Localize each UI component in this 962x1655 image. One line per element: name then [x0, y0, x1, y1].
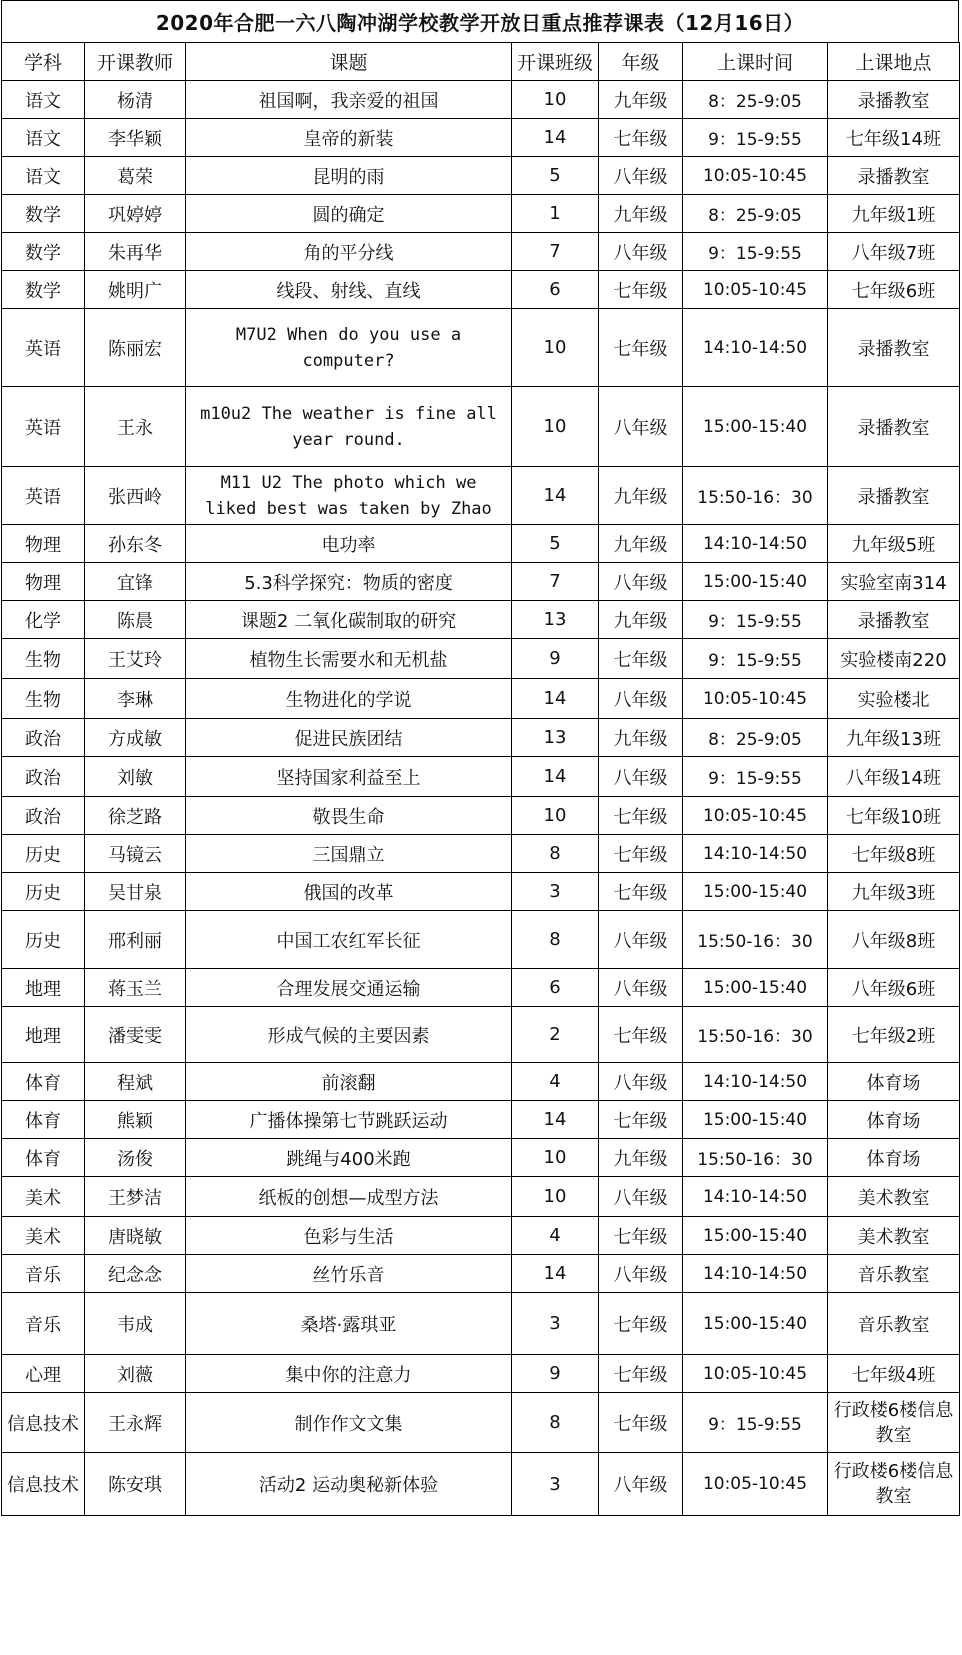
- cell-subject: 地理: [2, 1007, 85, 1063]
- cell-grade: 八年级: [599, 1453, 683, 1516]
- cell-time: 15:00-15:40: [683, 1101, 828, 1139]
- table-row: [2, 525, 960, 563]
- cell-grade: 七年级: [599, 1393, 683, 1453]
- cell-subject: 政治: [2, 719, 85, 757]
- cell-grade: 八年级: [599, 1063, 683, 1101]
- cell-class: 3: [512, 1453, 599, 1516]
- cell-teacher: 蒋玉兰: [85, 969, 186, 1007]
- cell-time: 15:00-15:40: [683, 1217, 828, 1255]
- cell-topic: 形成气候的主要因素: [186, 1007, 512, 1063]
- cell-grade: 九年级: [599, 525, 683, 563]
- cell-place: 体育场: [828, 1139, 960, 1177]
- table-row: [2, 195, 960, 233]
- cell-teacher: 王艾玲: [85, 639, 186, 679]
- cell-time: 9：15-9:55: [683, 119, 828, 157]
- cell-teacher: 葛荣: [85, 157, 186, 195]
- cell-place: 录播教室: [828, 601, 960, 639]
- header-topic: 课题: [186, 43, 512, 81]
- cell-subject: 音乐: [2, 1255, 85, 1293]
- cell-teacher: 朱再华: [85, 233, 186, 271]
- cell-place: 美术教室: [828, 1177, 960, 1217]
- cell-place: 音乐教室: [828, 1255, 960, 1293]
- cell-time: 10:05-10:45: [683, 679, 828, 719]
- cell-place: 七年级4班: [828, 1355, 960, 1393]
- cell-class: 14: [512, 757, 599, 797]
- cell-subject: 英语: [2, 387, 85, 467]
- cell-place: 体育场: [828, 1063, 960, 1101]
- header-subject: 学科: [2, 43, 85, 81]
- cell-place: 九年级13班: [828, 719, 960, 757]
- table-row: [2, 639, 960, 679]
- cell-time: 10:05-10:45: [683, 1355, 828, 1393]
- cell-subject: 数学: [2, 233, 85, 271]
- cell-grade: 八年级: [599, 969, 683, 1007]
- cell-time: 8：25-9:05: [683, 81, 828, 119]
- cell-subject: 美术: [2, 1177, 85, 1217]
- cell-time: 14:10-14:50: [683, 1063, 828, 1101]
- cell-subject: 语文: [2, 81, 85, 119]
- cell-topic: 集中你的注意力: [186, 1355, 512, 1393]
- cell-subject: 体育: [2, 1139, 85, 1177]
- schedule-table: [1, 42, 960, 1516]
- cell-place: 八年级8班: [828, 911, 960, 969]
- table-row: [2, 1101, 960, 1139]
- table-row: [2, 679, 960, 719]
- table-row: [2, 1393, 960, 1453]
- table-row: [2, 387, 960, 467]
- cell-topic: 合理发展交通运输: [186, 969, 512, 1007]
- cell-topic: 广播体操第七节跳跃运动: [186, 1101, 512, 1139]
- cell-grade: 七年级: [599, 309, 683, 387]
- table-row: [2, 1139, 960, 1177]
- cell-time: 8：25-9:05: [683, 719, 828, 757]
- cell-place: 行政楼6楼信息教室: [828, 1393, 960, 1453]
- cell-time: 8：25-9:05: [683, 195, 828, 233]
- cell-class: 8: [512, 911, 599, 969]
- cell-grade: 七年级: [599, 119, 683, 157]
- cell-teacher: 巩婷婷: [85, 195, 186, 233]
- cell-time: 10:05-10:45: [683, 271, 828, 309]
- table-row: [2, 1007, 960, 1063]
- cell-time: 10:05-10:45: [683, 157, 828, 195]
- header-time: 上课时间: [683, 43, 828, 81]
- cell-grade: 八年级: [599, 157, 683, 195]
- cell-grade: 八年级: [599, 1255, 683, 1293]
- cell-topic: 圆的确定: [186, 195, 512, 233]
- cell-place: 实验室南314: [828, 563, 960, 601]
- cell-place: 录播教室: [828, 81, 960, 119]
- cell-class: 5: [512, 157, 599, 195]
- cell-subject: 美术: [2, 1217, 85, 1255]
- cell-place: 七年级10班: [828, 797, 960, 835]
- cell-topic: 角的平分线: [186, 233, 512, 271]
- header-place: 上课地点: [828, 43, 960, 81]
- cell-time: 10:05-10:45: [683, 797, 828, 835]
- cell-teacher: 马镜云: [85, 835, 186, 873]
- cell-subject: 体育: [2, 1063, 85, 1101]
- cell-place: 录播教室: [828, 467, 960, 525]
- cell-class: 13: [512, 601, 599, 639]
- cell-place: 八年级6班: [828, 969, 960, 1007]
- cell-subject: 信息技术: [2, 1453, 85, 1516]
- table-row: [2, 911, 960, 969]
- cell-place: 实验楼北: [828, 679, 960, 719]
- cell-teacher: 陈丽宏: [85, 309, 186, 387]
- cell-place: 行政楼6楼信息教室: [828, 1453, 960, 1516]
- cell-place: 七年级8班: [828, 835, 960, 873]
- cell-class: 14: [512, 679, 599, 719]
- cell-grade: 七年级: [599, 835, 683, 873]
- cell-time: 15:50-16：30: [683, 1139, 828, 1177]
- cell-subject: 物理: [2, 525, 85, 563]
- cell-topic: 桑塔·露琪亚: [186, 1293, 512, 1355]
- header-row: [2, 43, 960, 81]
- cell-teacher: 潘雯雯: [85, 1007, 186, 1063]
- table-row: [2, 233, 960, 271]
- cell-subject: 音乐: [2, 1293, 85, 1355]
- cell-topic: 生物进化的学说: [186, 679, 512, 719]
- cell-grade: 八年级: [599, 387, 683, 467]
- table-row: [2, 309, 960, 387]
- cell-class: 1: [512, 195, 599, 233]
- cell-teacher: 李琳: [85, 679, 186, 719]
- cell-teacher: 姚明广: [85, 271, 186, 309]
- cell-grade: 八年级: [599, 757, 683, 797]
- cell-topic: 制作作文文集: [186, 1393, 512, 1453]
- cell-subject: 地理: [2, 969, 85, 1007]
- cell-topic: M11 U2 The photo which we liked best was taken by Zhao: [186, 467, 512, 525]
- cell-class: 14: [512, 1101, 599, 1139]
- cell-grade: 七年级: [599, 1007, 683, 1063]
- cell-grade: 七年级: [599, 639, 683, 679]
- cell-grade: 九年级: [599, 81, 683, 119]
- cell-subject: 物理: [2, 563, 85, 601]
- cell-subject: 数学: [2, 195, 85, 233]
- cell-grade: 七年级: [599, 797, 683, 835]
- table-row: [2, 467, 960, 525]
- cell-grade: 七年级: [599, 1355, 683, 1393]
- cell-topic: 昆明的雨: [186, 157, 512, 195]
- cell-class: 3: [512, 873, 599, 911]
- cell-place: 九年级3班: [828, 873, 960, 911]
- cell-time: 14:10-14:50: [683, 525, 828, 563]
- cell-grade: 七年级: [599, 1217, 683, 1255]
- table-row: [2, 1063, 960, 1101]
- cell-teacher: 邢利丽: [85, 911, 186, 969]
- cell-topic: m10u2 The weather is fine all year round.: [186, 387, 512, 467]
- cell-subject: 政治: [2, 797, 85, 835]
- cell-place: 八年级7班: [828, 233, 960, 271]
- cell-time: 9：15-9:55: [683, 639, 828, 679]
- cell-place: 七年级6班: [828, 271, 960, 309]
- cell-teacher: 吴甘泉: [85, 873, 186, 911]
- cell-teacher: 徐芝路: [85, 797, 186, 835]
- cell-class: 5: [512, 525, 599, 563]
- cell-place: 美术教室: [828, 1217, 960, 1255]
- cell-subject: 英语: [2, 467, 85, 525]
- cell-teacher: 刘薇: [85, 1355, 186, 1393]
- cell-class: 13: [512, 719, 599, 757]
- cell-teacher: 刘敏: [85, 757, 186, 797]
- cell-grade: 九年级: [599, 719, 683, 757]
- cell-grade: 八年级: [599, 233, 683, 271]
- cell-subject: 语文: [2, 157, 85, 195]
- cell-teacher: 孙东冬: [85, 525, 186, 563]
- cell-class: 10: [512, 1139, 599, 1177]
- cell-place: 实验楼南220: [828, 639, 960, 679]
- cell-class: 7: [512, 233, 599, 271]
- header-grade: 年级: [599, 43, 683, 81]
- table-row: [2, 1355, 960, 1393]
- cell-place: 七年级14班: [828, 119, 960, 157]
- cell-topic: 植物生长需要水和无机盐: [186, 639, 512, 679]
- cell-grade: 八年级: [599, 1177, 683, 1217]
- cell-subject: 数学: [2, 271, 85, 309]
- table-row: [2, 969, 960, 1007]
- cell-place: 体育场: [828, 1101, 960, 1139]
- cell-topic: 三国鼎立: [186, 835, 512, 873]
- cell-class: 8: [512, 835, 599, 873]
- cell-teacher: 宜锋: [85, 563, 186, 601]
- cell-teacher: 王永: [85, 387, 186, 467]
- table-row: [2, 563, 960, 601]
- cell-teacher: 陈晨: [85, 601, 186, 639]
- table-row: [2, 81, 960, 119]
- cell-grade: 八年级: [599, 679, 683, 719]
- cell-subject: 信息技术: [2, 1393, 85, 1453]
- table-row: [2, 1217, 960, 1255]
- cell-class: 10: [512, 1177, 599, 1217]
- cell-grade: 九年级: [599, 195, 683, 233]
- cell-time: 15:00-15:40: [683, 1293, 828, 1355]
- cell-class: 6: [512, 969, 599, 1007]
- cell-grade: 七年级: [599, 1293, 683, 1355]
- cell-class: 2: [512, 1007, 599, 1063]
- cell-time: 15:00-15:40: [683, 563, 828, 601]
- table-row: [2, 119, 960, 157]
- cell-class: 9: [512, 639, 599, 679]
- cell-teacher: 纪念念: [85, 1255, 186, 1293]
- cell-topic: 敬畏生命: [186, 797, 512, 835]
- cell-class: 10: [512, 309, 599, 387]
- cell-teacher: 汤俊: [85, 1139, 186, 1177]
- cell-place: 录播教室: [828, 387, 960, 467]
- cell-class: 10: [512, 387, 599, 467]
- cell-subject: 心理: [2, 1355, 85, 1393]
- cell-class: 10: [512, 797, 599, 835]
- cell-place: 录播教室: [828, 309, 960, 387]
- cell-teacher: 李华颖: [85, 119, 186, 157]
- table-row: [2, 797, 960, 835]
- cell-class: 7: [512, 563, 599, 601]
- cell-class: 14: [512, 119, 599, 157]
- cell-place: 七年级2班: [828, 1007, 960, 1063]
- cell-class: 3: [512, 1293, 599, 1355]
- cell-time: 15:00-15:40: [683, 873, 828, 911]
- cell-subject: 政治: [2, 757, 85, 797]
- cell-teacher: 王梦洁: [85, 1177, 186, 1217]
- table-row: [2, 1255, 960, 1293]
- page-title: 2020年合肥一六八陶冲湖学校教学开放日重点推荐课表（12月16日）: [1, 0, 959, 42]
- cell-time: 15:50-16：30: [683, 911, 828, 969]
- cell-teacher: 程斌: [85, 1063, 186, 1101]
- cell-time: 15:50-16：30: [683, 1007, 828, 1063]
- cell-class: 4: [512, 1063, 599, 1101]
- cell-class: 8: [512, 1393, 599, 1453]
- cell-grade: 八年级: [599, 911, 683, 969]
- cell-subject: 语文: [2, 119, 85, 157]
- cell-subject: 英语: [2, 309, 85, 387]
- cell-subject: 历史: [2, 911, 85, 969]
- cell-topic: 坚持国家利益至上: [186, 757, 512, 797]
- header-teacher: 开课教师: [85, 43, 186, 81]
- schedule-body: [2, 81, 960, 1516]
- cell-topic: 色彩与生活: [186, 1217, 512, 1255]
- cell-time: 10:05-10:45: [683, 1453, 828, 1516]
- cell-subject: 生物: [2, 639, 85, 679]
- cell-place: 音乐教室: [828, 1293, 960, 1355]
- cell-time: 14:10-14:50: [683, 309, 828, 387]
- cell-teacher: 方成敏: [85, 719, 186, 757]
- cell-topic: 俄国的改革: [186, 873, 512, 911]
- cell-class: 10: [512, 81, 599, 119]
- cell-grade: 九年级: [599, 601, 683, 639]
- table-row: [2, 835, 960, 873]
- cell-time: 14:10-14:50: [683, 1177, 828, 1217]
- table-row: [2, 1293, 960, 1355]
- cell-subject: 化学: [2, 601, 85, 639]
- table-row: [2, 757, 960, 797]
- cell-place: 录播教室: [828, 157, 960, 195]
- cell-subject: 生物: [2, 679, 85, 719]
- cell-time: 14:10-14:50: [683, 835, 828, 873]
- cell-topic: 5.3科学探究：物质的密度: [186, 563, 512, 601]
- cell-class: 14: [512, 1255, 599, 1293]
- cell-topic: 前滚翻: [186, 1063, 512, 1101]
- cell-teacher: 韦成: [85, 1293, 186, 1355]
- cell-topic: 课题2 二氧化碳制取的研究: [186, 601, 512, 639]
- cell-time: 15:00-15:40: [683, 387, 828, 467]
- table-row: [2, 1453, 960, 1516]
- cell-place: 九年级1班: [828, 195, 960, 233]
- table-row: [2, 719, 960, 757]
- cell-topic: M7U2 When do you use a computer?: [186, 309, 512, 387]
- cell-class: 4: [512, 1217, 599, 1255]
- cell-topic: 丝竹乐音: [186, 1255, 512, 1293]
- cell-teacher: 熊颖: [85, 1101, 186, 1139]
- cell-grade: 七年级: [599, 1101, 683, 1139]
- cell-teacher: 陈安琪: [85, 1453, 186, 1516]
- cell-class: 14: [512, 467, 599, 525]
- cell-place: 九年级5班: [828, 525, 960, 563]
- cell-subject: 历史: [2, 835, 85, 873]
- cell-teacher: 王永辉: [85, 1393, 186, 1453]
- cell-topic: 纸板的创想—成型方法: [186, 1177, 512, 1217]
- cell-grade: 八年级: [599, 563, 683, 601]
- cell-time: 15:50-16：30: [683, 467, 828, 525]
- cell-grade: 九年级: [599, 1139, 683, 1177]
- table-row: [2, 271, 960, 309]
- cell-topic: 皇帝的新装: [186, 119, 512, 157]
- cell-time: 9：15-9:55: [683, 601, 828, 639]
- cell-time: 9：15-9:55: [683, 757, 828, 797]
- cell-topic: 祖国啊，我亲爱的祖国: [186, 81, 512, 119]
- table-row: [2, 873, 960, 911]
- cell-time: 9：15-9:55: [683, 233, 828, 271]
- cell-teacher: 唐晓敏: [85, 1217, 186, 1255]
- cell-class: 6: [512, 271, 599, 309]
- cell-place: 八年级14班: [828, 757, 960, 797]
- cell-time: 9：15-9:55: [683, 1393, 828, 1453]
- cell-time: 14:10-14:50: [683, 1255, 828, 1293]
- cell-topic: 线段、射线、直线: [186, 271, 512, 309]
- cell-grade: 七年级: [599, 873, 683, 911]
- cell-subject: 历史: [2, 873, 85, 911]
- cell-teacher: 杨清: [85, 81, 186, 119]
- cell-topic: 跳绳与400米跑: [186, 1139, 512, 1177]
- table-row: [2, 1177, 960, 1217]
- cell-topic: 中国工农红军长征: [186, 911, 512, 969]
- cell-topic: 电功率: [186, 525, 512, 563]
- table-row: [2, 157, 960, 195]
- cell-subject: 体育: [2, 1101, 85, 1139]
- table-row: [2, 601, 960, 639]
- cell-teacher: 张西岭: [85, 467, 186, 525]
- cell-time: 15:00-15:40: [683, 969, 828, 1007]
- cell-topic: 活动2 运动奥秘新体验: [186, 1453, 512, 1516]
- cell-topic: 促进民族团结: [186, 719, 512, 757]
- cell-grade: 七年级: [599, 271, 683, 309]
- cell-class: 9: [512, 1355, 599, 1393]
- header-class: 开课班级: [512, 43, 599, 81]
- cell-grade: 九年级: [599, 467, 683, 525]
